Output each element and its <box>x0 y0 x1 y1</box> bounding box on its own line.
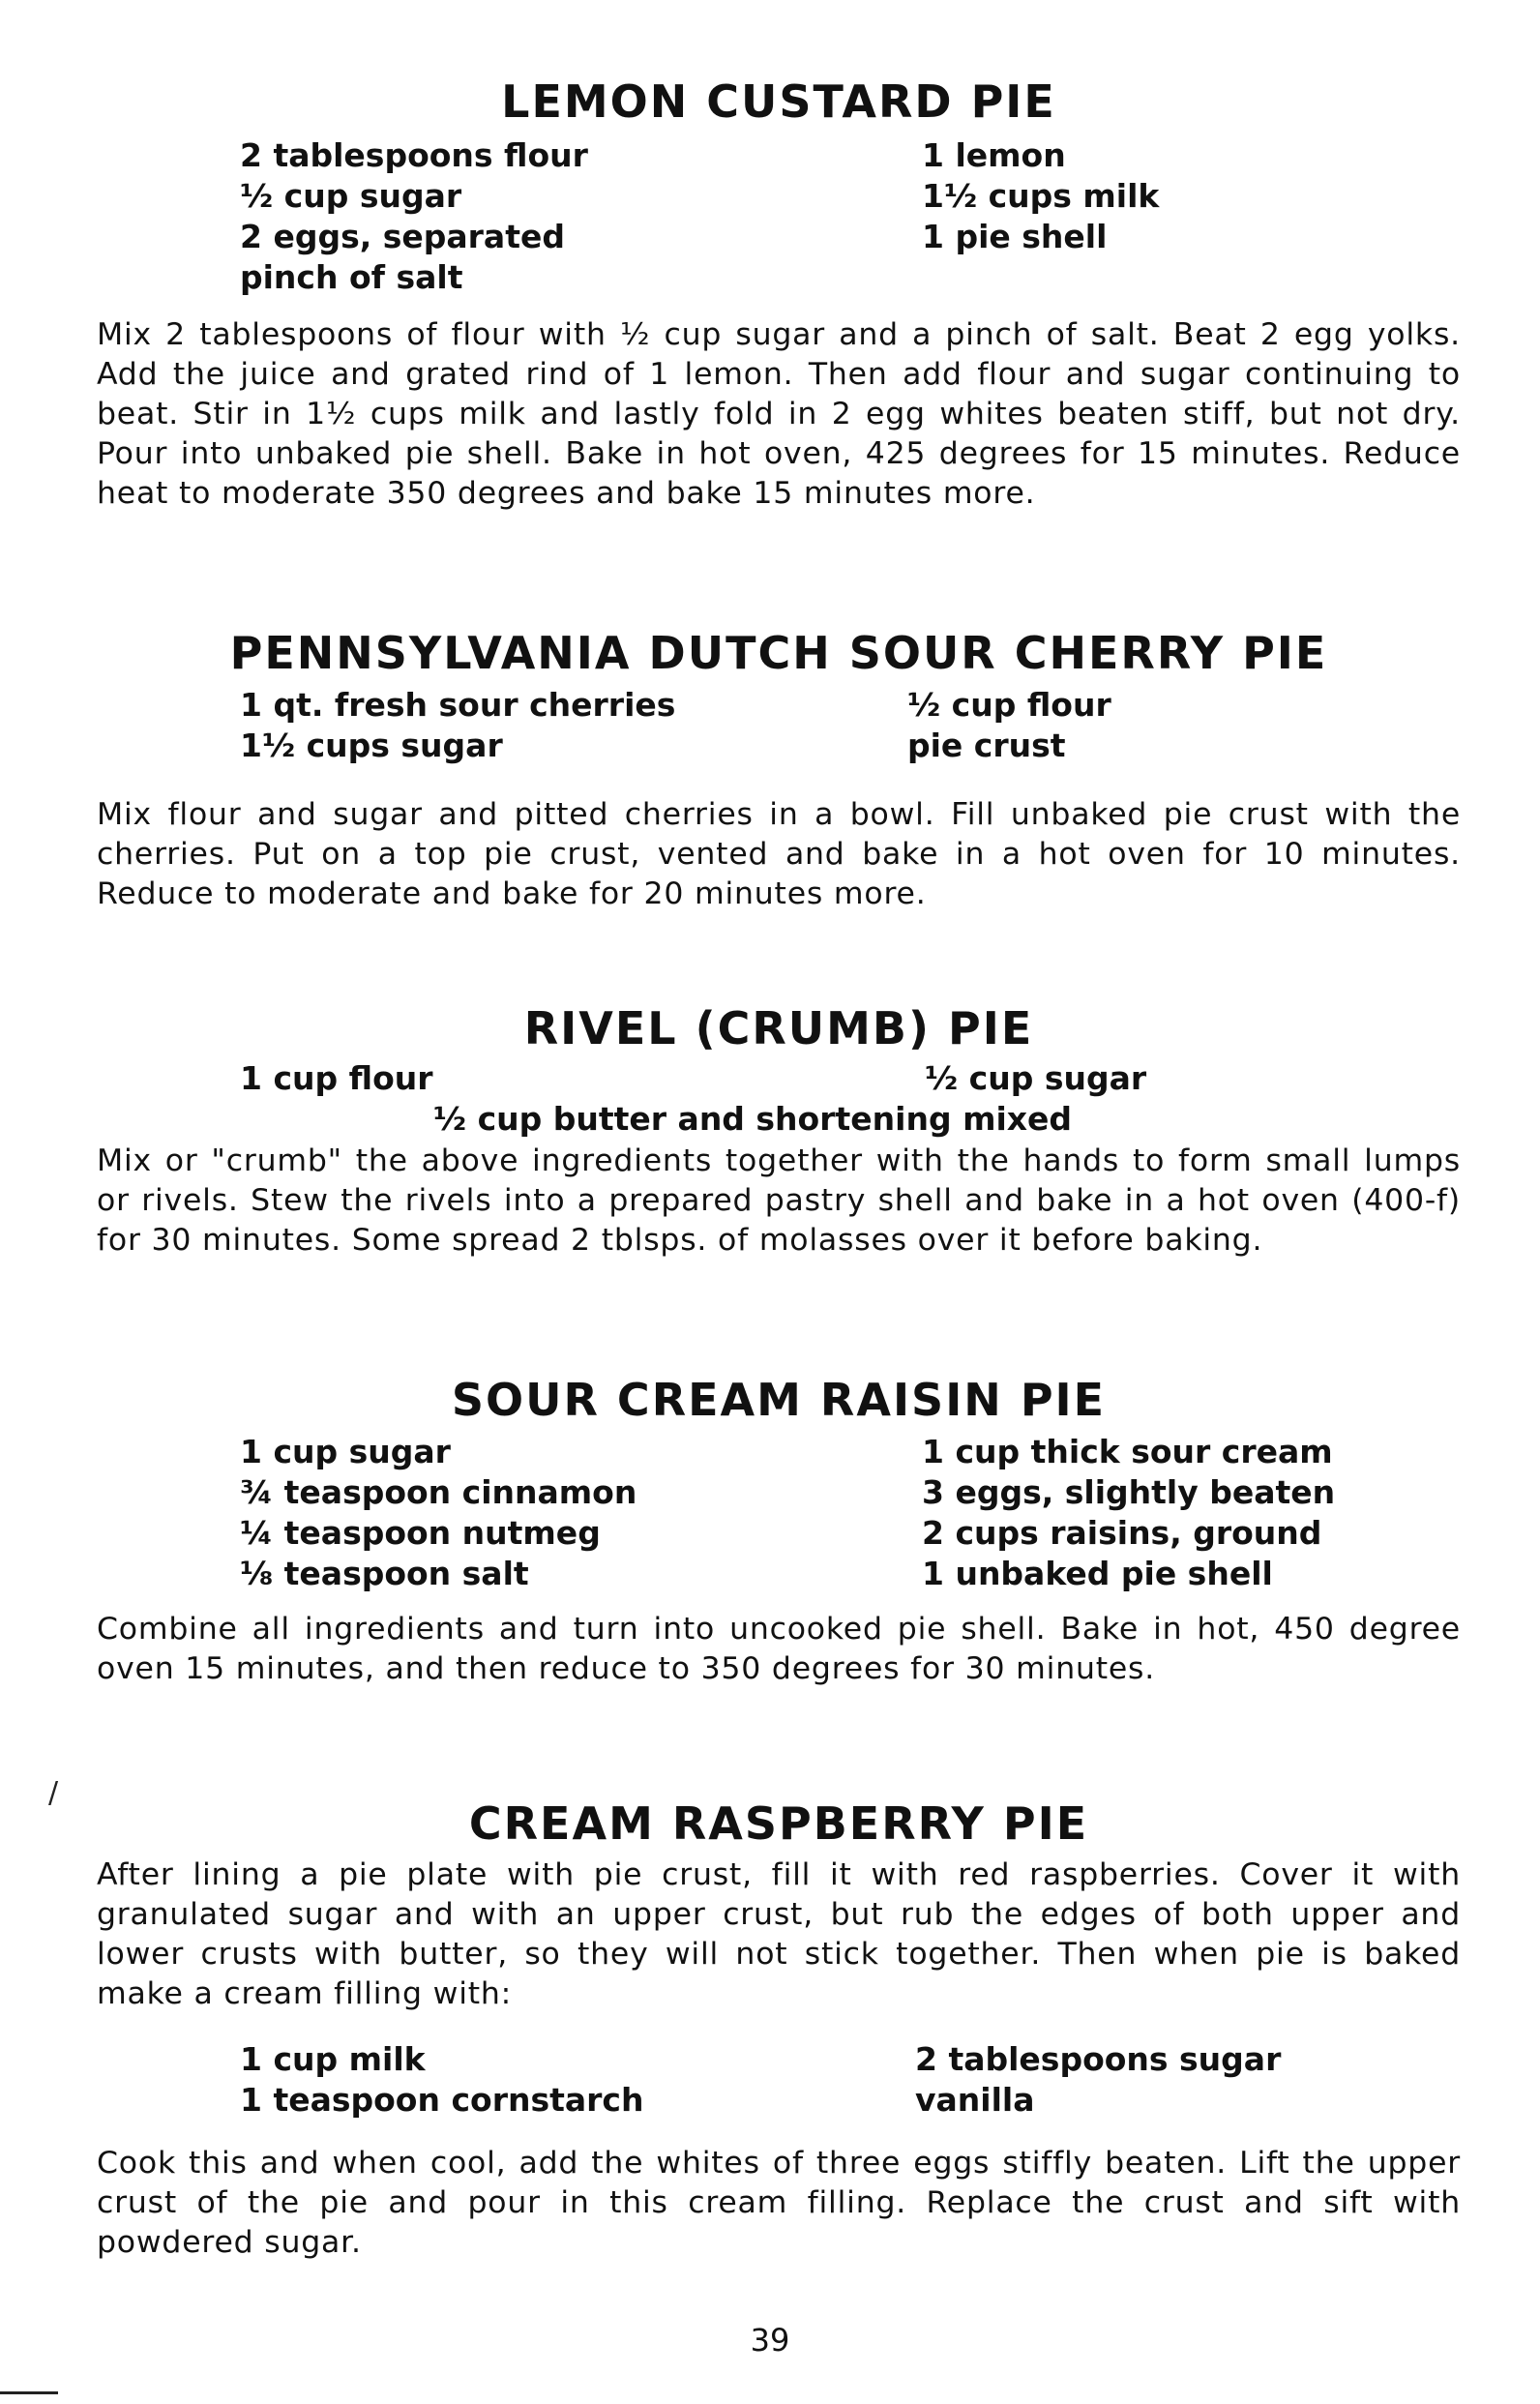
ingredient: 2 tablespoons sugar <box>915 2040 1282 2078</box>
recipe-pennsylvania-dutch-sour-cherry-pie <box>97 627 1461 914</box>
page-edge-mark <box>0 2391 58 2394</box>
recipe-cream-raspberry-pie <box>97 1797 1461 2263</box>
ingredient-column-right <box>925 1058 1146 1099</box>
ingredient: pinch of salt <box>240 258 463 296</box>
ingredient: 1 lemon <box>922 136 1066 174</box>
ingredient-list <box>240 1432 1461 1594</box>
ingredient: 1½ cups sugar <box>240 727 503 764</box>
ingredient-column-right <box>915 2039 1281 2121</box>
ingredient: 3 eggs, slightly beaten <box>922 1473 1336 1511</box>
ingredient: pie crust <box>907 727 1066 764</box>
recipe-title: CREAM RASPBERRY PIE <box>468 1797 1089 1850</box>
recipe-title: RIVEL (CRUMB) PIE <box>523 1002 1034 1054</box>
ingredient: 1 qt. fresh sour cherries <box>240 686 676 724</box>
ingredient-column-left <box>240 1058 433 1099</box>
recipe-title: LEMON CUSTARD PIE <box>501 75 1056 128</box>
ingredient: ½ cup sugar <box>240 177 462 215</box>
ingredient: 2 cups raisins, ground <box>922 1514 1322 1552</box>
ingredient: 1 cup thick sour cream <box>922 1433 1333 1470</box>
ingredient: ¾ teaspoon cinnamon <box>240 1473 637 1511</box>
ingredient: 1 cup milk <box>240 2040 426 2078</box>
recipe-directions: Mix 2 tablespoons of flour with ½ cup sugar and a pinch of salt. Beat 2 egg yolks. Add the juice and grated rind of 1 lemon. Then add flour and sugar continuing to beat. Stir in 1½ cups milk and lastly fold in 2 egg whites beaten stiff, but not dry. Pour into unbaked pie shell. Bake in hot oven, 425 degrees for 15 minutes. Reduce heat to moderate 350 degrees and bake 15 minutes more. <box>97 317 1461 511</box>
ingredient-list <box>240 2039 1461 2121</box>
ingredient: 1 unbaked pie shell <box>922 1555 1273 1592</box>
recipe-lemon-custard-pie <box>97 75 1461 514</box>
recipe-directions: Mix or "crumb" the above ingredients together with the hands to form small lumps or rivels. Stew the rivels into a prepared pastry shell and bake in a hot oven (400-f) for 30 minutes. Some spread 2 tblsps. of molasses over it before baking. <box>97 1143 1461 1258</box>
recipe-directions: Cook this and when cool, add the whites of three eggs stiffly beaten. Lift the upper crust of the pie and pour in this cream filling. Replace the crust and sift with powdered sugar. <box>97 2146 1461 2260</box>
ingredient: 2 tablespoons flour <box>240 136 588 174</box>
recipe-title: SOUR CREAM RAISIN PIE <box>451 1374 1107 1426</box>
recipe-directions: Combine all ingredients and turn into uncooked pie shell. Bake in hot, 450 degree oven 15 minutes, and then reduce to 350 degrees for 30 minutes. <box>97 1612 1461 1686</box>
ingredient: 1 cup sugar <box>240 1433 451 1470</box>
recipe-directions-intro: After lining a pie plate with pie crust, fill it with red raspberries. Cover it with granulated sugar and with an upper crust, but rub the edges of both upper and lower crusts with butter, so they will not stick together. Then when pie is baked make a cream filling with: <box>97 1857 1461 2011</box>
ingredient-list <box>240 685 1461 766</box>
ingredient: 2 eggs, separated <box>240 218 565 255</box>
ingredient: ½ cup sugar <box>925 1059 1147 1097</box>
ingredient-column-right <box>922 1432 1335 1594</box>
ingredient-column-left <box>240 135 588 298</box>
ingredient-column-left <box>240 1432 637 1594</box>
ingredient: 1½ cups milk <box>922 177 1160 215</box>
ingredient: vanilla <box>915 2081 1035 2119</box>
recipe-rivel-crumb-pie <box>97 1002 1461 1261</box>
ingredient-list <box>240 1058 1461 1140</box>
ingredient-centered: ½ cup butter and shortening mixed <box>432 1100 1073 1138</box>
ingredient: ½ cup flour <box>907 686 1111 724</box>
recipe-title: PENNSYLVANIA DUTCH SOUR CHERRY PIE <box>229 627 1328 679</box>
ingredient: 1 teaspoon cornstarch <box>240 2081 644 2119</box>
ingredient: 1 cup flour <box>240 1059 433 1097</box>
ingredient-column-right <box>907 685 1111 766</box>
ingredient: ⅛ teaspoon salt <box>240 1555 529 1592</box>
ingredient-list <box>240 135 1461 302</box>
ingredient: ¼ teaspoon nutmeg <box>240 1514 601 1552</box>
stray-mark: / <box>48 1776 59 1810</box>
ingredient: 1 pie shell <box>922 218 1108 255</box>
recipe-directions: Mix flour and sugar and pitted cherries in a bowl. Fill unbaked pie crust with the cherries. Put on a top pie crust, vented and bake in a hot oven for 10 minutes. Reduce to moderate and bake for 20 minutes more. <box>97 797 1461 911</box>
page-number: 39 <box>750 2322 790 2359</box>
ingredient-column-left <box>240 685 675 766</box>
ingredient-column-left <box>240 2039 643 2121</box>
ingredient-column-right <box>922 135 1159 257</box>
recipe-sour-cream-raisin-pie <box>97 1374 1461 1689</box>
